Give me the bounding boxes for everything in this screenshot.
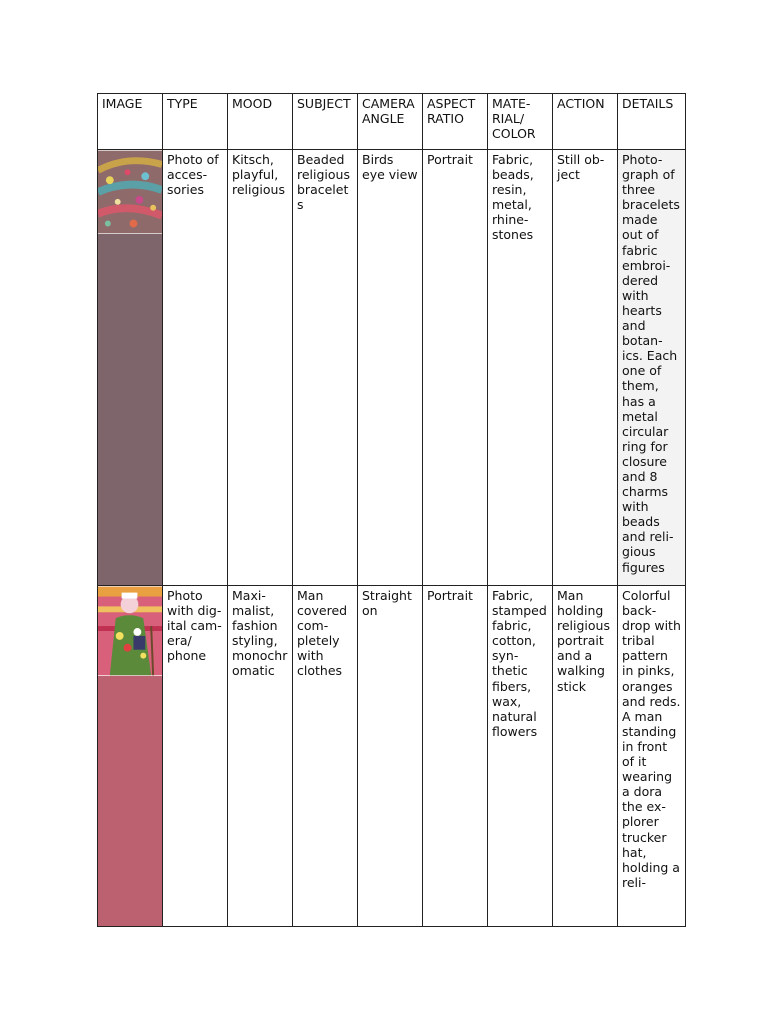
- action-cell: Man holding religious portrait and a walking stick: [553, 586, 618, 927]
- header-camera-angle: [358, 94, 423, 150]
- image-band: [98, 676, 162, 926]
- header-aspect-line1: ASPECT: [427, 96, 476, 111]
- mood-cell: Maxi-malist, fashion styling, monochromatic: [228, 586, 293, 927]
- header-material-line2: RIAL/: [492, 111, 525, 127]
- material-color-cell: Fabric, stamped fabric, cotton, syn-thetic fibers, wax, natural flowers: [488, 586, 553, 927]
- details-cell: Photo-graph of three bracelets made out of fabric embroi-dered with hearts and botan-ics. Each one of them, has a metal circular ring for closure and 8 charms with beads and reli-gious figures: [618, 150, 686, 586]
- details-cell: Colorful back-drop with tribal pattern in pinks, oranges and reds. A man standing in front of it wearing a dora the ex-plorer trucker hat, holding a reli-: [618, 586, 686, 927]
- header-camera-line2: ANGLE: [362, 111, 405, 127]
- header-aspect-line2: RATIO: [427, 111, 464, 127]
- header-row: [98, 94, 686, 150]
- material-color-cell: Fabric, beads, resin, metal, rhine-stones: [488, 150, 553, 586]
- header-action: ACTION: [553, 94, 618, 150]
- header-material-line1: MATE-: [492, 96, 531, 111]
- header-material-line3: COLOR: [492, 126, 536, 142]
- image-band: [98, 234, 162, 585]
- table-row: [98, 586, 686, 927]
- header-material-color: [488, 94, 553, 150]
- header-aspect-ratio: [423, 94, 488, 150]
- man-photo: [98, 586, 162, 676]
- camera-angle-cell: Birds eye view: [358, 150, 423, 586]
- mood-board-table: [97, 93, 686, 927]
- camera-angle-cell: Straight on: [358, 586, 423, 927]
- subject-cell: Beaded religious bracelets: [293, 150, 358, 586]
- header-image: IMAGE: [98, 94, 163, 150]
- header-type: TYPE: [163, 94, 228, 150]
- type-cell: Photo of acces-sories: [163, 150, 228, 586]
- aspect-ratio-cell: Portrait: [423, 586, 488, 927]
- aspect-ratio-cell: Portrait: [423, 150, 488, 586]
- type-cell: Photo with dig-ital cam-era/ phone: [163, 586, 228, 927]
- bracelets-photo: [98, 150, 162, 234]
- image-cell: [98, 150, 163, 586]
- header-subject: SUBJECT: [293, 94, 358, 150]
- action-cell: Still ob-ject: [553, 150, 618, 586]
- header-camera-line1: CAMERA: [362, 96, 415, 111]
- image-cell: [98, 586, 163, 927]
- subject-cell: Man covered com-pletely with clothes: [293, 586, 358, 927]
- header-mood: MOOD: [228, 94, 293, 150]
- mood-cell: Kitsch, playful, religious: [228, 150, 293, 586]
- table-row: [98, 150, 686, 586]
- header-details: DETAILS: [618, 94, 686, 150]
